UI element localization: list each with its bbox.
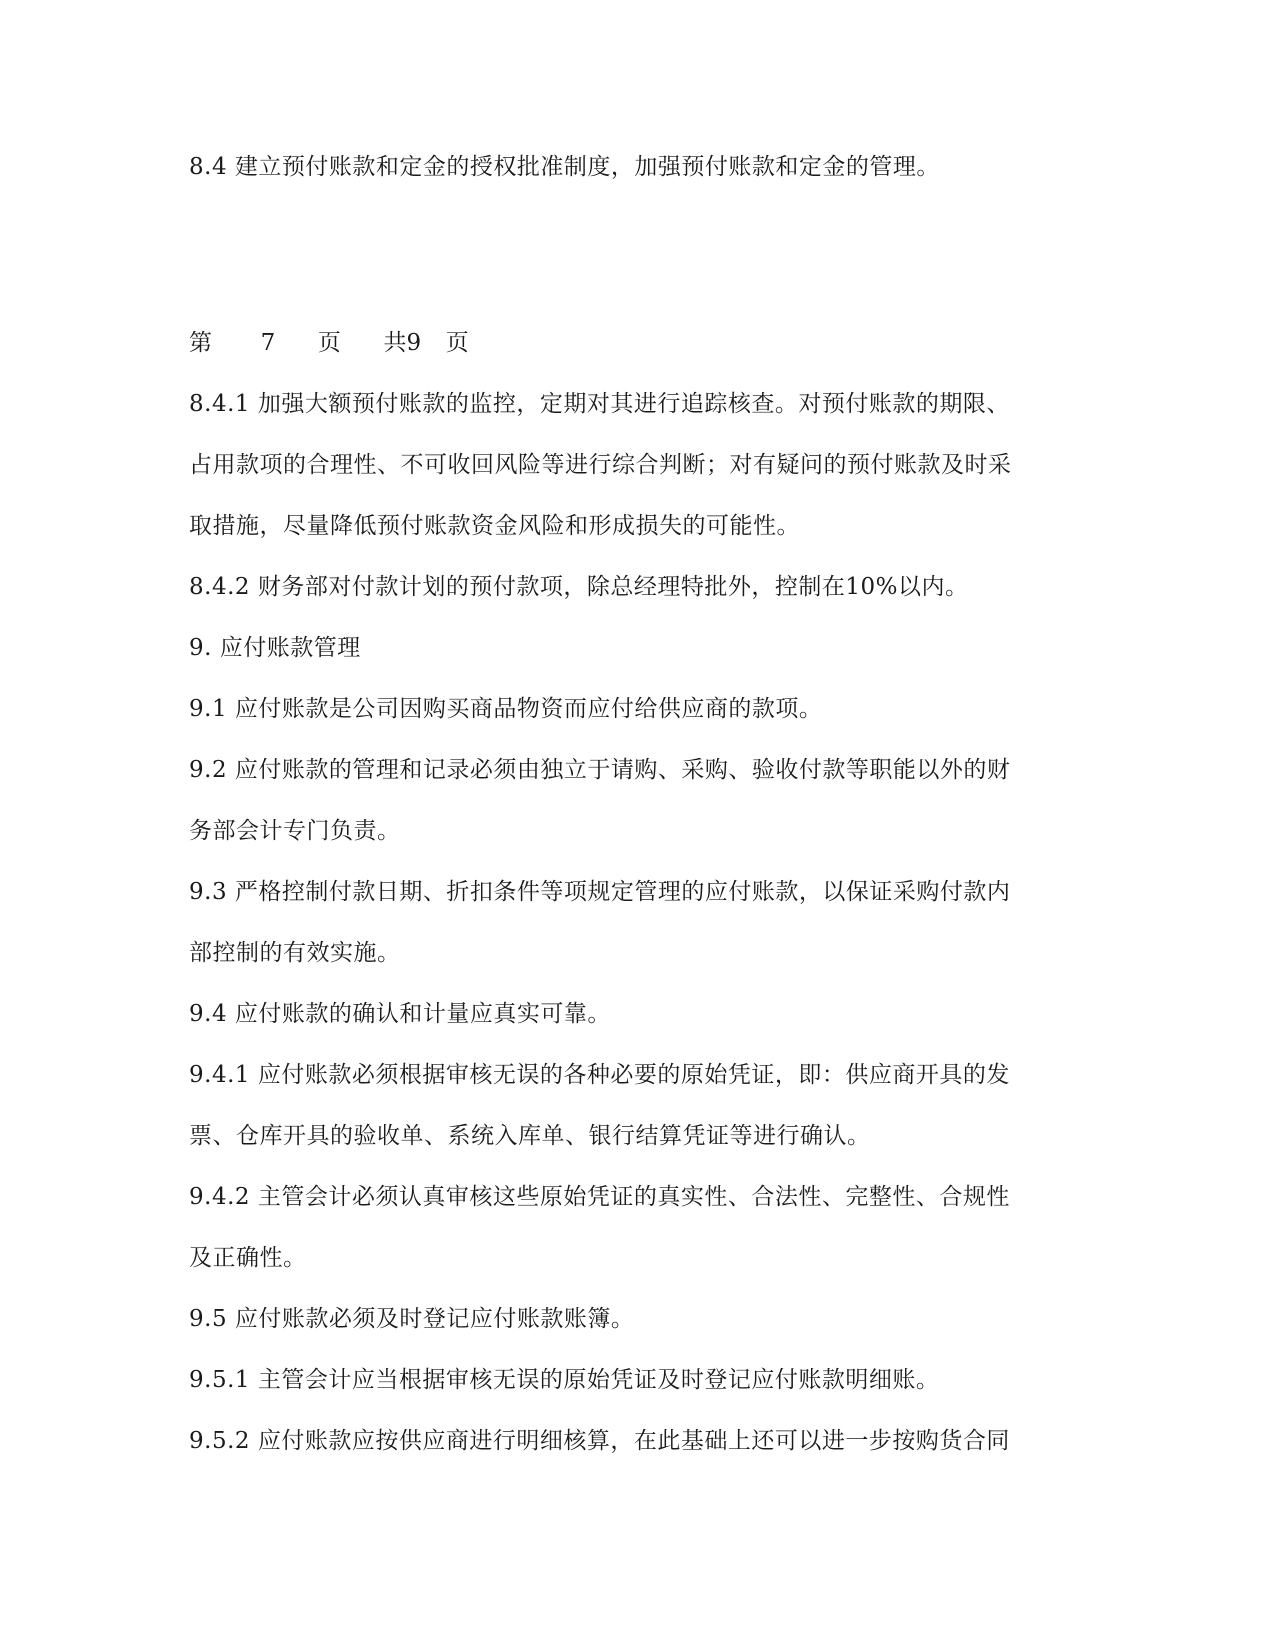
paragraph-9-4-2-line-1: 9.4.2 主管会计必须认真审核这些原始凭证的真实性、合法性、完整性、合规性 [189,1184,1010,1210]
paragraph-9-3-line-1: 9.3 严格控制付款日期、折扣条件等项规定管理的应付账款，以保证采购付款内 [189,879,1011,905]
page-footer-current: 7 [260,330,276,356]
paragraph-9-1: 9.1 应付账款是公司因购买商品物资而应付给供应商的款项。 [189,696,823,722]
paragraph-9-2-line-1: 9.2 应付账款的管理和记录必须由独立于请购、采购、验收付款等职能以外的财 [189,757,1011,783]
page-footer-suffix: 页 [445,330,469,356]
paragraph-9-2-line-2: 务部会计专门负责。 [189,818,401,844]
paragraph-8-4-1-line-3: 取措施，尽量降低预付账款资金风险和形成损失的可能性。 [189,513,800,539]
paragraph-8-4-2: 8.4.2 财务部对付款计划的预付款项，除总经理特批外，控制在10%以内。 [189,574,969,600]
section-heading-9: 9. 应付账款管理 [189,635,361,661]
paragraph-8-4: 8.4 建立预付账款和定金的授权批准制度，加强预付账款和定金的管理。 [189,154,940,180]
paragraph-9-3-line-2: 部控制的有效实施。 [189,940,401,966]
page-footer-page-word: 页 [317,330,341,356]
paragraph-8-4-1-line-1: 8.4.1 加强大额预付账款的监控，定期对其进行追踪核查。对预付账款的期限、 [189,391,1010,417]
paragraph-9-4-1-line-2: 票、仓库开具的验收单、系统入库单、银行结算凭证等进行确认。 [189,1123,871,1149]
paragraph-9-5-2: 9.5.2 应付账款应按供应商进行明细核算，在此基础上还可以进一步按购货合同 [189,1428,1010,1454]
paragraph-9-5-1: 9.5.1 主管会计应当根据审核无误的原始凭证及时登记应付账款明细账。 [189,1367,940,1393]
page-number-footer [189,328,1089,358]
page-footer-prefix: 第 [189,330,212,356]
page-footer-total: 共9 [383,330,422,356]
paragraph-8-4-1-line-2: 占用款项的合理性、不可收回风险等进行综合判断；对有疑问的预付账款及时采 [189,452,1012,478]
paragraph-9-4: 9.4 应付账款的确认和计量应真实可靠。 [189,1001,611,1027]
paragraph-9-4-2-line-2: 及正确性。 [189,1245,307,1271]
paragraph-9-5: 9.5 应付账款必须及时登记应付账款账簿。 [189,1306,635,1332]
paragraph-9-4-1-line-1: 9.4.1 应付账款必须根据审核无误的各种必要的原始凭证，即：供应商开具的发 [189,1062,1010,1088]
